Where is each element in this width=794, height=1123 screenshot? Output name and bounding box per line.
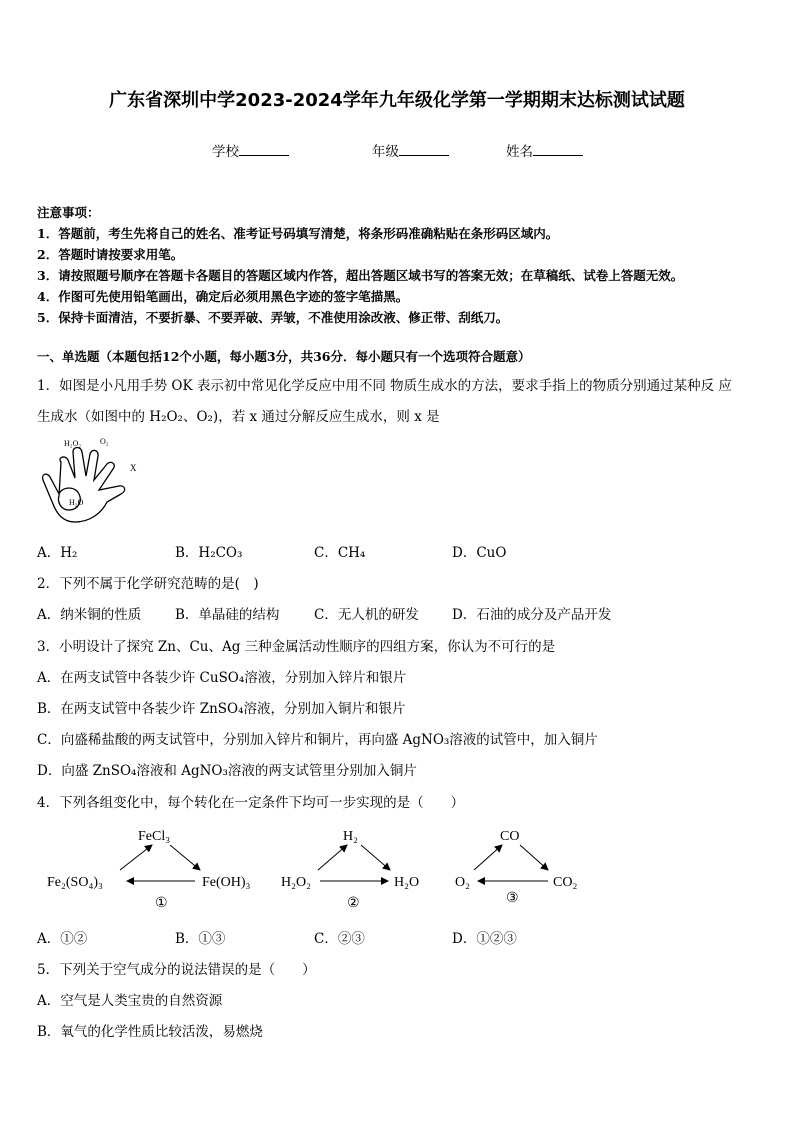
diagram-2-right: H₂O [394, 875, 420, 890]
note-item: 2．答题时请按要求用笔。 [37, 247, 184, 262]
diagram-1-left: Fe₂(SO₄)₃ [47, 875, 103, 890]
name-field [506, 140, 583, 160]
arrow-top-to-right [361, 845, 390, 870]
diagram-1-right: Fe(OH)₃ [202, 875, 251, 890]
name-label: 姓名 [506, 144, 533, 160]
grade-blank [399, 142, 449, 156]
diagram-3 [455, 829, 577, 906]
diagram-2 [281, 829, 419, 911]
question-3-option-c: C．向盛稀盐酸的两支试管中，分别加入锌片和铜片，再向盛 AgNO₃溶液的试管中，加入铜片 [37, 732, 598, 748]
diagram-3-number: ③ [506, 891, 519, 906]
diagram-3-left: O₂ [455, 875, 470, 890]
arrow-left-to-top [318, 845, 347, 870]
page-title: 广东省深圳中学2023-2024学年九年级化学第一学期期末达标测试试题 [109, 90, 685, 111]
question-2-option-a: A．纳米铜的性质 [37, 607, 142, 623]
question-2-option-b: B．单晶硅的结构 [175, 607, 280, 623]
diagram-2-number: ② [347, 896, 360, 911]
question-1-line-1: 1．如图是小凡用手势 OK 表示初中常见化学反应中用不同 物质生成水的方法，要求手指上的物质分别通过某种反 应 [37, 378, 732, 394]
finger-label-o2: O₂ [100, 437, 109, 446]
note-item: 3．请按照题号顺序在答题卡各题目的答题区域内作答，超出答题区域书写的答案无效；在草稿纸、试卷上答题无效。 [37, 268, 684, 283]
school-blank [239, 142, 289, 156]
finger-label-h2o2: H₂O₂ [64, 439, 82, 448]
school-field [212, 140, 289, 160]
arrow-left-to-top [474, 845, 502, 870]
question-3-option-a: A．在两支试管中各装少许 CuSO₄溶液，分别加入锌片和银片 [37, 670, 407, 686]
note-item: 5．保持卡面清洁，不要折暴、不要弄破、弄皱，不准使用涂改液、修正带、刮纸刀。 [37, 310, 509, 325]
arrow-top-to-right [520, 845, 548, 870]
question-5-option-b: B．氧气的化学性质比较活泼，易燃烧 [37, 1024, 263, 1040]
diagram-2-top: H₂ [343, 829, 358, 844]
ok-hand-figure [37, 434, 147, 526]
question-1-line-2: 生成水（如图中的 H₂O₂、O₂)，若 x 通过分解反应生成水，则 x 是 [37, 409, 440, 425]
hand-outline [43, 448, 125, 523]
question-4-option-a: A．①② [37, 931, 88, 947]
note-item: 4．作图可先使用铅笔画出，确定后必须用黑色字迹的签字笔描黑。 [37, 289, 409, 304]
question-4-option-d: D．①②③ [452, 931, 517, 947]
notes-heading: 注意事项： [37, 205, 100, 220]
question-3-option-b: B．在两支试管中各装少许 ZnSO₄溶液，分别加入铜片和银片 [37, 701, 406, 717]
diagram-1-top: FeCl₃ [138, 829, 171, 844]
palm-label-h2o: H₂O [69, 498, 84, 507]
diagram-1 [47, 829, 251, 911]
grade-label: 年级 [372, 144, 399, 160]
question-3-stem: 3．小明设计了探究 Zn、Cu、Ag 三种金属活动性顺序的四组方案，你认为不可行的是 [37, 639, 556, 655]
question-4-option-b: B．①③ [175, 931, 226, 947]
question-2-stem: 2．下列不属于化学研究范畴的是( ) [37, 576, 259, 592]
diagram-3-top: CO [500, 829, 520, 844]
question-1-option-d: D．CuO [452, 545, 507, 561]
finger-label-x: X [130, 463, 137, 473]
diagram-1-number: ① [155, 896, 168, 911]
note-item: 1．答题前，考生先将自己的姓名、准考证号码填写清楚，将条形码准确粘贴在条形码区域内。 [37, 226, 559, 241]
conversion-diagrams [30, 820, 600, 915]
question-5-option-a: A．空气是人类宝贵的自然资源 [37, 993, 223, 1009]
arrow-left-to-top [120, 845, 152, 870]
question-2-option-d: D．石油的成分及产品开发 [452, 607, 612, 623]
question-5-stem: 5．下列关于空气成分的说法错误的是（ ） [37, 962, 316, 978]
grade-field [372, 140, 449, 160]
section-heading: 一、单选题（本题包括12个小题，每小题3分，共36分．每小题只有一个选项符合题意） [37, 349, 531, 364]
name-blank [533, 142, 583, 156]
diagram-3-right: CO₂ [553, 875, 578, 890]
diagram-2-left: H₂O₂ [281, 875, 311, 890]
question-4-option-c: C．②③ [314, 931, 365, 947]
question-3-option-d: D．向盛 ZnSO₄溶液和 AgNO₃溶液的两支试管里分别加入铜片 [37, 763, 417, 779]
question-1-option-c: C．CH₄ [314, 545, 366, 561]
question-1-option-a: A．H₂ [37, 545, 78, 561]
question-2-option-c: C．无人机的研发 [314, 607, 419, 623]
school-label: 学校 [212, 144, 239, 160]
arrow-top-to-right [170, 845, 200, 870]
question-1-option-b: B．H₂CO₃ [175, 545, 243, 561]
question-4-stem: 4．下列各组变化中，每个转化在一定条件下均可一步实现的是（ ） [37, 795, 465, 811]
